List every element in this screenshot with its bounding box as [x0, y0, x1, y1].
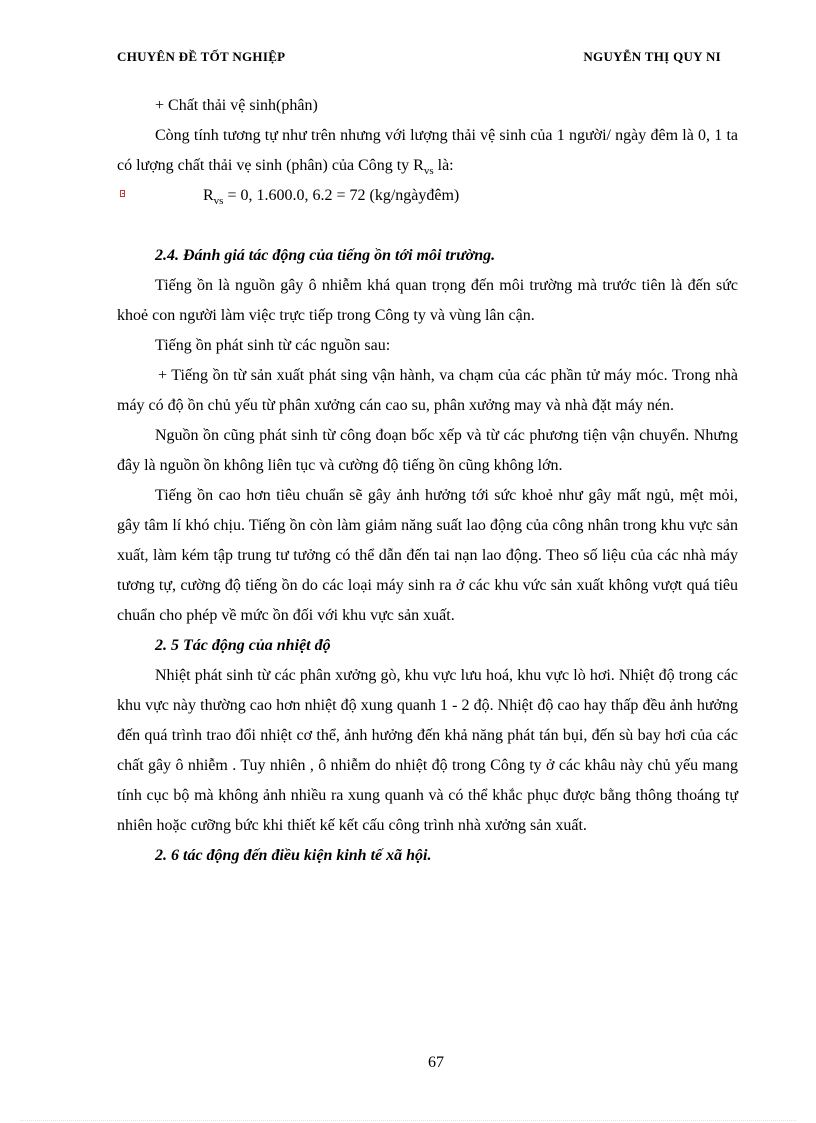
formula-symbol: R [203, 187, 214, 204]
spacer [117, 211, 738, 241]
header-title-left: CHUYÊN ĐỀ TỐT NGHIỆP [117, 49, 286, 64]
paragraph-waste-calculation [117, 121, 738, 181]
document-body [117, 91, 738, 871]
paragraph-noise-sources: Tiếng ồn phát sinh từ các nguồn sau: [155, 337, 391, 354]
subscript-vs: vs [423, 165, 434, 178]
broken-image-icon [120, 190, 125, 197]
header-author-right: NGUYỄN THỊ QUY NI [583, 49, 721, 64]
paragraph-noise-loading: Nguồn ồn cũng phát sinh từ công đoạn bốc xếp và từ các phương tiện vận chuyển. Nhưng đây là nguồn ồn không liên tục và cường độ tiếng ồn cũng không lớn. [117, 427, 738, 474]
page-bottom-rule [20, 1120, 796, 1121]
paragraph-waste-end: là: [433, 157, 454, 174]
paragraph-noise-intro: Tiếng ồn là nguồn gây ô nhiễm khá quan trọng đến môi trường mà trước tiên là đến sức khoẻ con người làm việc trực tiếp trong Công ty và vùng lân cận. [117, 277, 738, 324]
paragraph-temperature: Nhiệt phát sinh từ các phân xưởng gò, khu vực lưu hoá, khu vực lò hơi. Nhiệt độ trong các khu vực này thường cao hơn nhiệt độ xung quanh 1 - 2 độ. Nhiệt độ cao hay thấp đều ảnh hưởng đến quá trình trao đổi nhiệt cơ thể, ảnh hưởng đến khả năng phát tán bụi, đến sù bay hơi của các chất gây ô nhiễm . Tuy nhiên , ô nhiễm do nhiệt độ trong Công ty ở các khâu này chủ yếu mang tính cục bộ mà không ảnh nhiều ra xung quanh và có thể khắc phục được bằng thông thoáng tự nhiên hoặc cưỡng bức khi thiết kế kết cấu công trình nhà xưởng sản xuất. [117, 667, 738, 834]
section-heading-2-4: 2.4. Đánh giá tác động của tiếng ồn tới môi trường. [155, 247, 496, 264]
page-header [117, 49, 721, 67]
formula-expression: = 0, 1.600.0, 6.2 = 72 (kg/ngàyđêm) [223, 187, 460, 204]
formula-line [117, 181, 738, 211]
paragraph-waste-heading: + Chất thải vệ sinh(phân) [155, 97, 318, 114]
page-number: 67 [428, 1054, 444, 1071]
paragraph-waste-text: Còng tính tương tự như trên nhưng với lượng thải vệ sinh của 1 người/ ngày đêm là 0, 1 ta có lượng chất thải vẹ sinh (phân) của Công ty R [117, 127, 738, 174]
section-heading-2-5: 2. 5 Tác động của nhiệt độ [155, 637, 331, 654]
section-heading-2-6: 2. 6 tác động đến điều kiện kinh tế xã hội. [155, 847, 432, 864]
paragraph-noise-machines: + Tiếng ồn từ sản xuất phát sing vận hành, va chạm của các phần tử máy móc. Trong nhà máy có độ ồn chủ yếu từ phân xưởng cán cao su, phân xưởng may và nhà đặt máy nén. [117, 367, 738, 414]
formula-subscript: vs [213, 195, 224, 208]
paragraph-noise-effects: Tiếng ồn cao hơn tiêu chuẩn sẽ gây ảnh hưởng tới sức khoẻ như gây mất ngủ, mệt mỏi, gây tâm lí khó chịu. Tiếng ồn còn làm giảm năng suất lao động của công nhân trong khu vực sản xuất, làm kém tập trung tư tưởng có thể dẫn đến tai nạn lao động. Theo số liệu của các nhà máy tương tự, cường độ tiếng ồn do các loại máy sinh ra ở các khu vức sản xuất không vượt quá tiêu chuẩn cho phép về mức ồn đối với khu vực sản xuất. [117, 487, 738, 624]
